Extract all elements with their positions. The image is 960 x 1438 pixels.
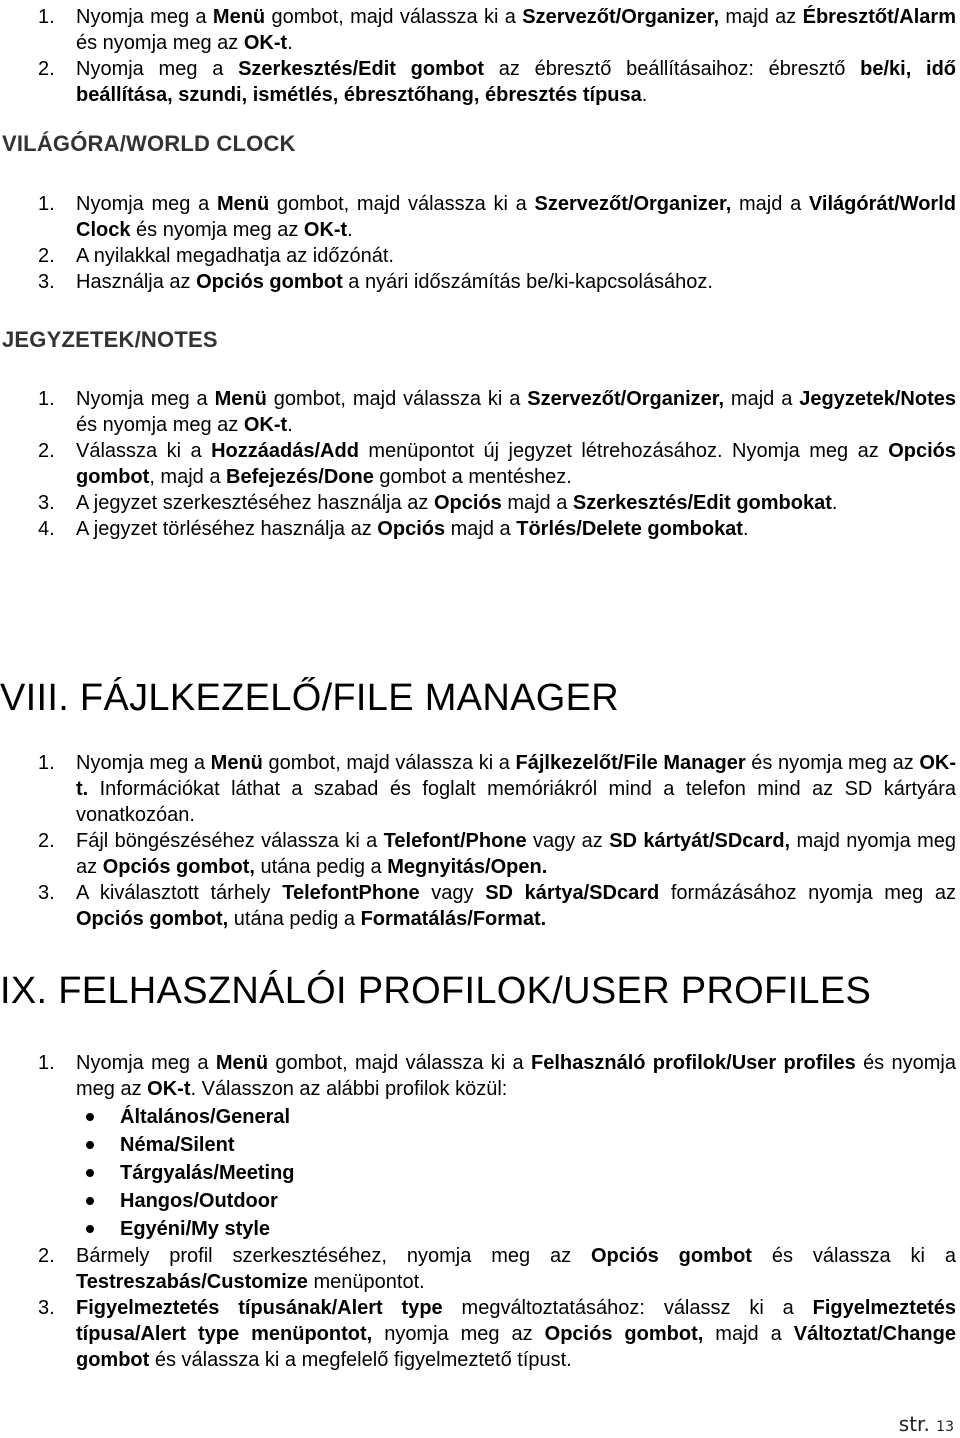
step-text: Nyomja meg a Menü gombot, majd válassza ki a Fájlkezelőt/File Manager és nyomja meg az OK-t. Információkat láthat a szabad és foglalt memóriákról mind a telefon mind az SD kártyára vonatkozóan. — [76, 752, 956, 826]
profile-label: Általános/General — [120, 1106, 291, 1128]
step-text: Nyomja meg a Menü gombot, majd válassza ki a Szervezőt/Organizer, majd az Ébresztőt/Alarm és nyomja meg az OK-t. — [76, 6, 956, 54]
user-profiles-later-steps — [0, 1243, 960, 1373]
user-profiles-step-item — [0, 1243, 960, 1295]
step-number: 1. — [38, 752, 55, 774]
bullet-icon — [0, 1131, 120, 1159]
profile-item — [0, 1215, 960, 1243]
world-clock-step-item — [0, 243, 960, 269]
step-number: 3. — [38, 882, 55, 904]
page-number — [899, 1412, 954, 1436]
bullet-icon — [0, 1103, 120, 1131]
step-number: 1. — [38, 6, 55, 28]
world-clock-heading: VILÁGÓRA/WORLD CLOCK — [2, 131, 296, 156]
step-text: Nyomja meg a Menü gombot, majd válassza ki a Felhasználó profilok/User profiles és nyomja meg az OK-t. Válasszon az alábbi profilok közül: — [76, 1052, 956, 1100]
step-text: Bármely profil szerkesztéséhez, nyomja meg az Opciós gombot és válassza ki a Testreszabás/Customize menüpontot. — [76, 1245, 956, 1293]
step-text: Válassza ki a Hozzáadás/Add menüpontot új jegyzet létrehozásához. Nyomja meg az Opciós gombot, majd a Befejezés/Done gombot a mentéshez. — [76, 440, 957, 488]
user-profiles-step-item — [0, 1295, 960, 1373]
file-manager-steps — [0, 750, 960, 932]
profile-label: Tárgyalás/Meeting — [120, 1162, 295, 1184]
file-manager-step-item — [0, 880, 960, 932]
alarm-step-item — [0, 4, 960, 56]
page-number-value: 13 — [936, 1419, 954, 1435]
alarm-step-item — [0, 56, 960, 108]
file-manager-step-item — [0, 828, 960, 880]
bullet-icon — [0, 1159, 120, 1187]
step-number: 3. — [38, 1297, 55, 1319]
alarm-steps — [0, 4, 960, 108]
profile-item — [0, 1131, 960, 1159]
step-number: 1. — [38, 388, 55, 410]
bullet-icon — [0, 1215, 120, 1243]
step-number: 3. — [38, 271, 55, 293]
step-number: 4. — [38, 518, 55, 540]
profile-item — [0, 1159, 960, 1187]
world-clock-step-item — [0, 269, 960, 295]
profile-list — [0, 1103, 960, 1243]
page-number-prefix: str. — [898, 1412, 930, 1436]
notes-step-item — [0, 438, 960, 490]
profile-label: Egyéni/My style — [120, 1218, 271, 1240]
user-profiles-step-item — [0, 1050, 960, 1102]
step-number: 2. — [38, 830, 55, 852]
step-text: A jegyzet törléséhez használja az Opciós majd a Törlés/Delete gombokat. — [76, 518, 749, 540]
step-number: 2. — [38, 58, 55, 80]
step-number: 3. — [38, 492, 55, 514]
profile-item — [0, 1187, 960, 1215]
bullet-icon — [0, 1187, 120, 1215]
notes-step-item — [0, 386, 960, 438]
step-text: Fájl böngészéséhez válassza ki a Telefont/Phone vagy az SD kártyát/SDcard, majd nyomja meg az Opciós gombot, utána pedig a Megnyitás/Open. — [76, 830, 957, 878]
file-manager-step-item — [0, 750, 960, 828]
step-text: A kiválasztott tárhely TelefontPhone vagy SD kártya/SDcard formázásához nyomja meg az Opciós gombot, utána pedig a Formatálás/Format. — [76, 882, 957, 930]
step-text: Nyomja meg a Menü gombot, majd válassza ki a Szervezőt/Organizer, majd a Jegyzetek/Notes és nyomja meg az OK-t. — [76, 388, 956, 436]
step-number: 2. — [38, 1245, 55, 1267]
step-text: Nyomja meg a Szerkesztés/Edit gombot az ébresztő beállításaihoz: ébresztő be/ki, idő beállítása, szundi, ismétlés, ébresztőhang, ébresztés típusa. — [76, 58, 957, 106]
step-text: A nyilakkal megadhatja az időzónát. — [76, 245, 394, 267]
notes-heading: JEGYZETEK/NOTES — [2, 327, 218, 352]
step-text: Figyelmeztetés típusának/Alert type megváltoztatásához: válassz ki a Figyelmeztetés típusa/Alert type menüpontot, nyomja meg az Opciós gombot, majd a Változtat/Change gombot és válassza ki a megfelelő figyelmeztető típust. — [76, 1297, 956, 1371]
notes-step-item — [0, 490, 960, 516]
step-number: 1. — [38, 193, 55, 215]
profile-label: Hangos/Outdoor — [120, 1190, 278, 1212]
step-text: A jegyzet szerkesztéséhez használja az Opciós majd a Szerkesztés/Edit gombokat. — [76, 492, 838, 514]
step-number: 2. — [38, 440, 55, 462]
world-clock-steps — [0, 191, 960, 295]
step-text: Használja az Opciós gombot a nyári időszámítás be/ki-kapcsolásához. — [76, 271, 713, 293]
step-text: Nyomja meg a Menü gombot, majd válassza ki a Szervezőt/Organizer, majd a Világórát/World Clock és nyomja meg az OK-t. — [76, 193, 956, 241]
step-number: 2. — [38, 245, 55, 267]
profile-label: Néma/Silent — [120, 1134, 235, 1156]
notes-steps — [0, 386, 960, 542]
user-profiles-heading: IX. FELHASZNÁLÓI PROFILOK/USER PROFILES — [0, 970, 872, 1012]
notes-step-item — [0, 516, 960, 542]
profile-item — [0, 1103, 960, 1131]
file-manager-heading: VIII. FÁJLKEZELŐ/FILE MANAGER — [0, 677, 619, 719]
step-number: 1. — [38, 1052, 55, 1074]
world-clock-step-item — [0, 191, 960, 243]
user-profiles-step-1 — [0, 1050, 960, 1102]
